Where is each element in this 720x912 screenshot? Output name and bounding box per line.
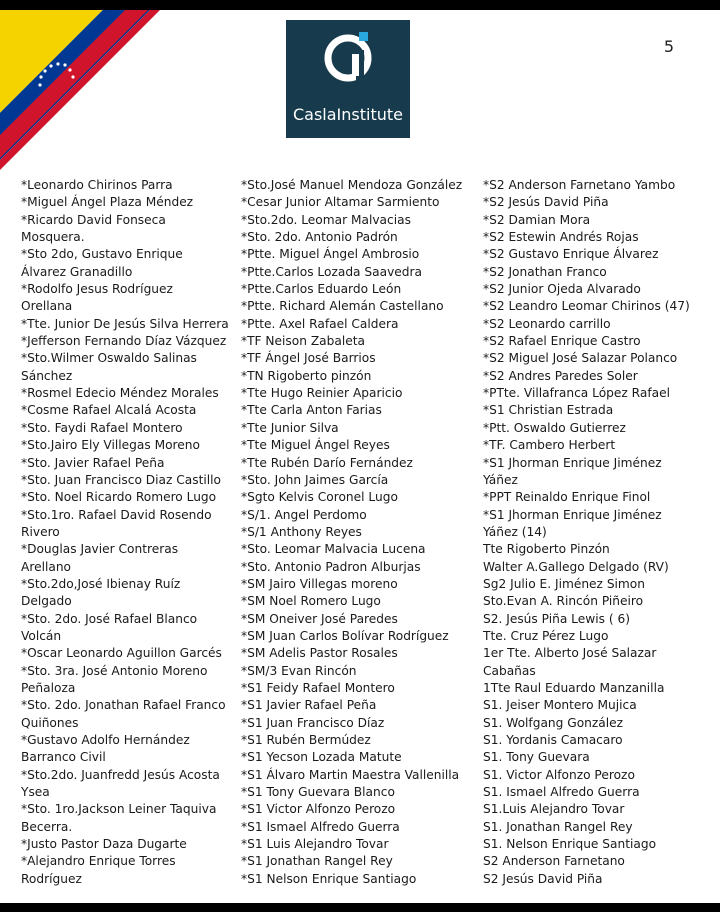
logo-text: CaslaInstitute xyxy=(292,105,403,124)
name-line: Becerra. xyxy=(21,819,73,834)
name-line: S1. Nelson Enrique Santiago xyxy=(483,837,657,852)
name-line: Yáñez (14) xyxy=(483,524,547,539)
name-line: *S1 Jonathan Rangel Rey xyxy=(241,854,393,869)
name-line: *Rodolfo Jesus Rodríguez xyxy=(21,282,173,297)
name-line: *Ptte. Axel Rafael Caldera xyxy=(241,316,399,331)
name-line: *S1 Nelson Enrique Santiago xyxy=(241,871,417,886)
name-line: *Ptte. Richard Alemán Castellano xyxy=(241,299,444,314)
name-line: S2 Anderson Farnetano xyxy=(483,854,625,869)
name-line: Quiñones xyxy=(21,715,79,730)
name-line: Volcán xyxy=(21,628,62,643)
name-line: Orellana xyxy=(21,299,73,314)
name-line: *Sto.Jairo Ely Villegas Moreno xyxy=(21,438,200,453)
name-line: *S2 Junior Ojeda Alvarado xyxy=(483,282,641,297)
name-line: *Sgto Kelvis Coronel Lugo xyxy=(241,490,398,505)
name-line: *Sto.Wilmer Oswaldo Salinas xyxy=(21,351,197,366)
name-line: *S2 Jesús David Piña xyxy=(483,195,609,210)
name-line: *S1 Ismael Alfredo Guerra xyxy=(241,819,400,834)
name-line: *Tte Hugo Reinier Aparicio xyxy=(241,386,403,401)
name-line: *TF Neison Zabaleta xyxy=(241,334,365,349)
name-line: Peñaloza xyxy=(21,680,76,695)
name-line: *Douglas Javier Contreras xyxy=(21,542,179,557)
name-line: *Sto. 2do. José Rafael Blanco xyxy=(21,611,198,626)
name-line: *Rosmel Edecio Méndez Morales xyxy=(21,386,219,401)
name-line: *S/1. Angel Perdomo xyxy=(241,507,367,522)
name-line: *Sto. Faydi Rafael Montero xyxy=(21,420,183,435)
name-line: *S2 Jonathan Franco xyxy=(483,264,607,279)
name-line: *Cosme Rafael Alcalá Acosta xyxy=(21,403,197,418)
names-column-2 xyxy=(241,177,462,888)
name-line: *Justo Pastor Daza Dugarte xyxy=(21,837,187,852)
name-line: Sg2 Julio E. Jiménez Simon xyxy=(483,576,645,591)
name-line: S1. Jonathan Rangel Rey xyxy=(483,819,633,834)
name-line: *SM Jairo Villegas moreno xyxy=(241,576,398,591)
name-line: *S1 Christian Estrada xyxy=(483,403,614,418)
name-line: *Sto. 1ro.Jackson Leiner Taquiva xyxy=(21,802,217,817)
name-line: *Sto. 2do. Antonio Padrón xyxy=(241,230,398,245)
name-line: *TF. Cambero Herbert xyxy=(483,438,616,453)
name-line: *Sto.2do,José Ibienay Ruíz xyxy=(21,576,181,591)
name-line: Ysea xyxy=(21,785,50,800)
name-line: *SM Juan Carlos Bolívar Rodríguez xyxy=(241,628,449,643)
name-line: *Cesar Junior Altamar Sarmiento xyxy=(241,195,440,210)
name-line: *Sto. 2do. Jonathan Rafael Franco xyxy=(21,698,226,713)
name-line: *Sto. Noel Ricardo Romero Lugo xyxy=(21,490,217,505)
name-line: Tte Rigoberto Pinzón xyxy=(483,542,610,557)
name-line: *Sto. 3ra. José Antonio Moreno xyxy=(21,663,208,678)
name-line: *Sto.2do. Juanfredd Jesús Acosta xyxy=(21,767,220,782)
name-line: Delgado xyxy=(21,594,72,609)
name-line: Yáñez xyxy=(483,472,518,487)
name-line: *S1 Javier Rafael Peña xyxy=(241,698,377,713)
name-line: S1. Yordanis Camacaro xyxy=(483,733,623,747)
name-line: *S2 Miguel José Salazar Polanco xyxy=(483,351,678,366)
name-line: *S/1 Anthony Reyes xyxy=(241,524,362,539)
name-line: *S1 Álvaro Martin Maestra Vallenilla xyxy=(241,767,460,782)
name-line: *Ricardo David Fonseca xyxy=(21,212,166,227)
page-number: 5 xyxy=(663,37,674,56)
name-line: Rodríguez xyxy=(21,871,82,886)
name-line: *TN Rigoberto pinzón xyxy=(241,368,372,383)
name-line: *Sto. Javier Rafael Peña xyxy=(21,455,165,470)
name-line: *S1 Tony Guevara Blanco xyxy=(241,785,395,800)
name-line: S2. Jesús Piña Lewis ( 6) xyxy=(483,611,630,626)
name-line: S1. Tony Guevara xyxy=(483,750,590,765)
name-line: Mosquera. xyxy=(21,230,85,245)
name-line: *Sto 2do, Gustavo Enrique xyxy=(21,247,183,262)
name-line: *SM/3 Evan Rincón xyxy=(241,663,357,678)
name-line: *Tte Miguel Ángel Reyes xyxy=(241,438,390,453)
name-line: *Jefferson Fernando Díaz Vázquez xyxy=(21,334,227,349)
name-line: *Tte Junior Silva xyxy=(241,420,339,435)
name-line: *Ptt. Oswaldo Gutierrez xyxy=(483,420,626,435)
name-line: *Tte Rubén Darío Fernández xyxy=(241,455,413,470)
name-line: *S2 Anderson Farnetano Yambo xyxy=(483,178,676,192)
name-line: Barranco Civil xyxy=(21,750,106,765)
name-line: *Tte Carla Anton Farias xyxy=(241,403,382,418)
name-line: Cabañas xyxy=(483,663,536,678)
name-line: 1Tte Raul Eduardo Manzanilla xyxy=(483,680,665,695)
name-line: *SM Oneiver José Paredes xyxy=(241,611,398,626)
name-line: *PPT Reinaldo Enrique Finol xyxy=(483,490,651,505)
name-line: *Sto.1ro. Rafael David Rosendo xyxy=(21,507,212,522)
name-line: *S1 Rubén Bermúdez xyxy=(241,733,371,747)
name-line: *S2 Andres Paredes Soler xyxy=(483,368,638,383)
name-line: *S1 Juan Francisco Díaz xyxy=(241,715,385,730)
name-line: Rivero xyxy=(21,524,60,539)
name-line: S1.Luis Alejandro Tovar xyxy=(483,802,625,817)
name-line: *S2 Rafael Enrique Castro xyxy=(483,334,641,349)
name-line: *Ptte.Carlos Eduardo León xyxy=(241,282,402,297)
name-line: *Sto. Leomar Malvacia Lucena xyxy=(241,542,426,557)
name-line: *Leonardo Chirinos Parra xyxy=(21,178,173,192)
name-line: *Sto.José Manuel Mendoza González xyxy=(241,178,463,192)
name-line: *S2 Leonardo carrillo xyxy=(483,316,611,331)
name-line: *S1 Yecson Lozada Matute xyxy=(241,750,402,765)
name-line: *Oscar Leonardo Aguillon Garcés xyxy=(21,646,222,661)
name-line: *Sto. Antonio Padron Alburjas xyxy=(241,559,421,574)
name-line: *TF Ángel José Barrios xyxy=(241,351,376,366)
name-line: *SM Noel Romero Lugo xyxy=(241,594,381,609)
name-line: Sto.Evan A. Rincón Piñeiro xyxy=(483,594,644,609)
name-line: *Sto. Juan Francisco Diaz Castillo xyxy=(21,472,222,487)
name-line: 1er Tte. Alberto José Salazar xyxy=(483,646,657,661)
name-line: *SM Adelis Pastor Rosales xyxy=(241,646,398,661)
name-line: *Ptte.Carlos Lozada Saavedra xyxy=(241,264,423,279)
name-line: *Tte. Junior De Jesús Silva Herrera xyxy=(21,316,229,331)
name-line: *Ptte. Miguel Ángel Ambrosio xyxy=(241,247,420,262)
name-line: *Gustavo Adolfo Hernández xyxy=(21,733,190,747)
name-line: *S1 Victor Alfonzo Perozo xyxy=(241,802,396,817)
name-line: *S2 Estewin Andrés Rojas xyxy=(483,230,639,245)
name-line: *Sto. John Jaimes García xyxy=(241,472,389,487)
name-line: *S2 Damian Mora xyxy=(483,212,591,227)
name-line: S1. Jeiser Montero Mujica xyxy=(483,698,637,713)
name-line: Sánchez xyxy=(21,368,73,383)
names-column-1 xyxy=(21,177,229,888)
name-line: *S1 Feidy Rafael Montero xyxy=(241,680,395,695)
name-line: S1. Ismael Alfredo Guerra xyxy=(483,785,640,800)
name-line: *Alejandro Enrique Torres xyxy=(21,854,176,869)
name-line: S1. Victor Alfonzo Perozo xyxy=(483,767,635,782)
document-page xyxy=(0,10,720,903)
names-column-3 xyxy=(483,177,690,888)
name-line: Arellano xyxy=(21,559,71,574)
casla-logo-icon xyxy=(286,20,410,100)
name-line: S1. Wolfgang González xyxy=(483,715,624,730)
name-line: *Sto.2do. Leomar Malvacias xyxy=(241,212,411,227)
casla-logo xyxy=(286,20,410,138)
name-line: Walter A.Gallego Delgado (RV) xyxy=(483,559,669,574)
name-line: *S2 Leandro Leomar Chirinos (47) xyxy=(483,299,690,314)
name-line: Tte. Cruz Pérez Lugo xyxy=(483,628,609,643)
venezuela-flag-corner xyxy=(0,10,160,170)
name-line: *S1 Jhorman Enrique Jiménez xyxy=(483,455,662,470)
name-line: *S1 Luis Alejandro Tovar xyxy=(241,837,389,852)
name-line: *S1 Jhorman Enrique Jiménez xyxy=(483,507,662,522)
name-line: *PTte. Villafranca López Rafael xyxy=(483,386,670,401)
name-line: *Miguel Ángel Plaza Méndez xyxy=(21,195,194,210)
name-line: Álvarez Granadillo xyxy=(21,264,133,279)
name-line: *S2 Gustavo Enrique Álvarez xyxy=(483,247,659,262)
name-line: S2 Jesús David Piña xyxy=(483,871,603,886)
